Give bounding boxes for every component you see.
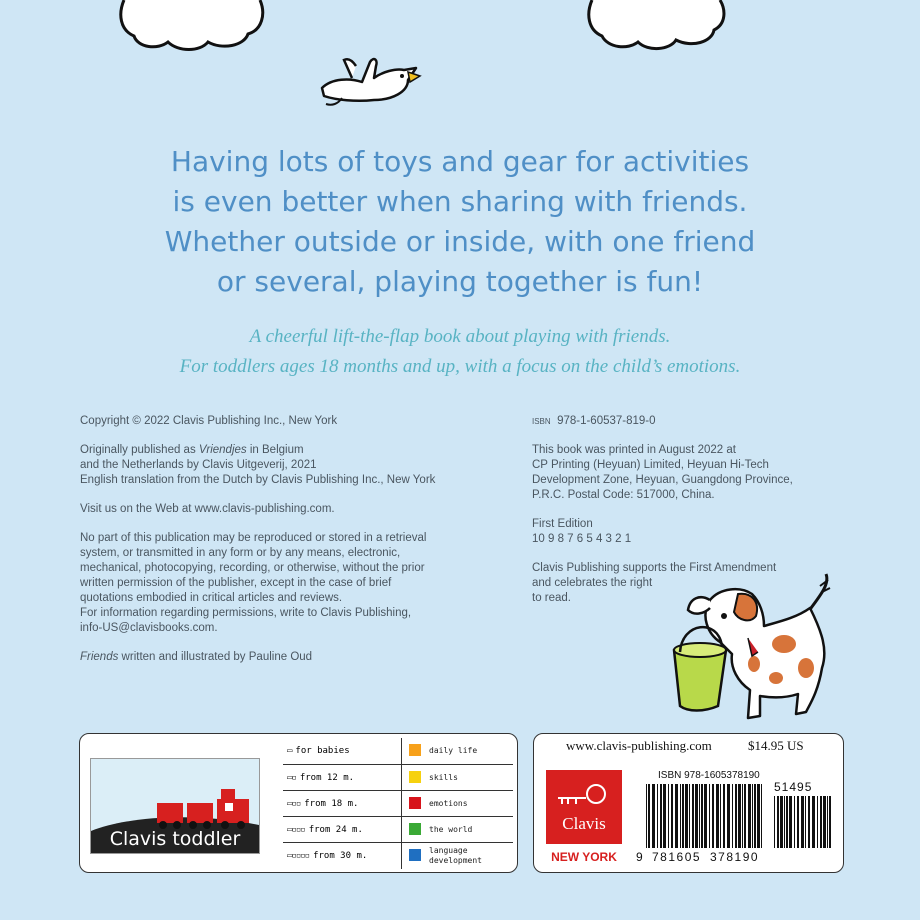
publisher-url: www.clavis-publishing.com	[566, 738, 712, 753]
barcode-bar	[660, 784, 662, 848]
age-row	[283, 816, 513, 843]
rights-line: mechanical, photocopying, recording, or otherwise, without the prior	[80, 562, 425, 574]
age-label: from 24 m.	[308, 825, 363, 835]
category-swatch	[409, 823, 421, 835]
original-publication	[80, 443, 510, 488]
tagline-line: A cheerful lift-the-flap book about playing with friends.	[249, 326, 671, 347]
barcode-bar	[701, 784, 703, 848]
back-cover-blurb	[0, 142, 920, 302]
clavis-toddler-logo	[90, 758, 260, 854]
printing-line: Development Zone, Heyuan, Guangdong Province,	[532, 474, 793, 486]
barcode-bar	[774, 796, 775, 848]
barcode-bar	[657, 784, 658, 848]
blurb-line: is even better when sharing with friends.	[172, 185, 748, 218]
isbn-line	[532, 414, 832, 429]
printing-line: CP Printing (Heyuan) Limited, Heyuan Hi-Tech	[532, 459, 769, 471]
barcode-bar	[727, 784, 730, 848]
barcode-addon-number: 51495	[774, 780, 813, 794]
category-label: daily life	[429, 746, 478, 755]
barcode-bar	[829, 796, 831, 848]
translation-line: English translation from the Dutch by Clavis Publishing Inc., New York	[80, 474, 436, 486]
train-icon: ▭	[287, 746, 292, 756]
barcode-bar	[801, 796, 804, 848]
bird-illustration	[312, 48, 424, 110]
edition-notice	[532, 517, 832, 547]
website-notice: Visit us on the Web at www.clavis-publishing.com.	[80, 503, 335, 515]
amendment-line: Clavis Publishing supports the First Amendment	[532, 562, 777, 574]
clavis-city: NEW YORK	[551, 850, 617, 864]
barcode-bar	[692, 784, 694, 848]
category-label: the world	[429, 825, 473, 834]
barcode-bar	[732, 784, 733, 848]
age-row	[283, 738, 513, 764]
train-icon: ▭▫	[287, 773, 296, 783]
original-publication-line: and the Netherlands by Clavis Uitgeverij, 2021	[80, 459, 317, 471]
barcode-bar	[752, 784, 753, 848]
age-label: for babies	[295, 746, 350, 756]
barcode-bar	[735, 784, 737, 848]
barcode-digit-lead: 9	[636, 850, 643, 864]
original-title: Vriendjes	[198, 444, 247, 456]
copyright-notice: Copyright © 2022 Clavis Publishing Inc., New York	[80, 415, 338, 427]
age-label: from 18 m.	[304, 799, 359, 809]
category-swatch	[409, 771, 421, 783]
barcode-bar	[827, 796, 828, 848]
train-icon: ▭▫▫▫▫	[287, 851, 310, 861]
barcode-bar	[716, 784, 719, 848]
barcode-bar	[812, 796, 815, 848]
barcode-bar	[704, 784, 707, 848]
author-credit-text: written and illustrated by Pauline Oud	[118, 651, 313, 663]
age-category-panel	[79, 733, 518, 873]
age-label: from 12 m.	[299, 773, 355, 783]
barcode-bar	[675, 784, 678, 848]
printing-numbers: 10 9 8 7 6 5 4 3 2 1	[532, 533, 632, 545]
isbn-number: 978-1-60537-819-0	[557, 415, 656, 427]
blurb-line: Having lots of toys and gear for activities	[170, 145, 750, 178]
barcode-bar	[808, 796, 810, 848]
printing-notice	[532, 443, 832, 503]
barcode-bar	[820, 796, 822, 848]
barcode-bar	[797, 796, 799, 848]
train-icon: ▭▫▫	[287, 799, 301, 809]
blurb-line: or several, playing together is fun!	[216, 265, 704, 298]
age-cell	[283, 817, 402, 843]
rights-line: For information regarding permissions, write to Clavis Publishing,	[80, 607, 412, 619]
barcode-bar	[748, 784, 751, 848]
rights-line: system, or transmitted in any form or by any means, electronic,	[80, 547, 401, 559]
barcode-bar	[689, 784, 690, 848]
barcode-bar	[754, 784, 756, 848]
barcode-bar	[671, 784, 673, 848]
category-swatch	[409, 744, 421, 756]
book-title: Friends	[80, 651, 119, 663]
rights-line: quotations embodied in critical articles and reviews.	[80, 592, 343, 604]
barcode-bar	[780, 796, 783, 848]
amendment-line: and celebrates the right	[532, 577, 653, 589]
barcode-bar	[777, 796, 779, 848]
barcode-bar	[682, 784, 684, 848]
barcode-bar	[685, 784, 688, 848]
age-cell	[283, 765, 402, 791]
category-label: skills	[429, 773, 458, 782]
barcode-bar	[695, 784, 698, 848]
barcode-bar	[663, 784, 666, 848]
dog-with-bucket-illustration	[660, 572, 840, 724]
edition-label: First Edition	[532, 518, 593, 530]
age-cell	[283, 843, 402, 869]
isbn-label: ISBN	[532, 417, 551, 426]
barcode-digits-left: 781605	[652, 850, 702, 864]
barcode-bar	[784, 796, 785, 848]
tagline-line: For toddlers ages 18 months and up, with a focus on the child’s emotions.	[179, 356, 741, 377]
printing-line: This book was printed in August 2022 at	[532, 444, 736, 456]
amendment-line: to read.	[532, 592, 571, 604]
barcode-addon	[774, 796, 830, 848]
rights-line: written permission of the publisher, except in the case of brief	[80, 577, 392, 589]
age-row	[283, 790, 513, 817]
barcode-bar	[648, 784, 650, 848]
barcode-bar	[744, 784, 746, 848]
barcode-panel	[533, 733, 844, 873]
barcode-bar	[712, 784, 714, 848]
barcode-bar	[761, 784, 762, 848]
age-label: from 30 m.	[313, 851, 368, 861]
age-cell	[283, 791, 402, 817]
tagline	[0, 322, 920, 382]
barcode-bar	[742, 784, 743, 848]
category-swatch	[409, 797, 421, 809]
price: $14.95 US	[748, 738, 804, 753]
original-publication-prefix: Originally published as	[80, 444, 199, 456]
train-icon: ▭▫▫▫	[287, 825, 305, 835]
rights-notice	[80, 531, 510, 636]
barcode-bar	[668, 784, 669, 848]
rights-line: info-US@clavisbooks.com.	[80, 622, 218, 634]
barcode-bar	[757, 784, 760, 848]
barcode-bar	[680, 784, 681, 848]
barcode-bar	[738, 784, 741, 848]
barcode-bar	[805, 796, 806, 848]
barcode-bar	[794, 796, 795, 848]
barcode-digits-right: 378190	[710, 850, 760, 864]
clavis-logo	[546, 770, 622, 844]
copyright-column	[80, 414, 510, 679]
key-icon	[552, 776, 616, 812]
rights-line: No part of this publication may be reproduced or stored in a retrieval	[80, 532, 427, 544]
age-row	[283, 764, 513, 791]
category-label: language development	[429, 846, 482, 865]
age-cell	[283, 738, 402, 764]
category-swatch	[409, 849, 421, 861]
barcode-bar	[786, 796, 788, 848]
clavis-toddler-logo-text: Clavis toddler	[109, 828, 241, 850]
barcode	[646, 784, 764, 848]
barcode-bar	[789, 796, 792, 848]
age-row	[283, 842, 513, 869]
cloud-left-illustration	[110, 0, 270, 52]
clavis-logo-text: Clavis	[562, 814, 606, 833]
barcode-bar	[817, 796, 818, 848]
barcode-isbn: ISBN 978-1605378190	[658, 770, 760, 781]
original-publication-suffix: in Belgium	[246, 444, 304, 456]
barcode-bar	[823, 796, 826, 848]
barcode-bar	[699, 784, 700, 848]
barcode-bar	[652, 784, 655, 848]
printing-line: P.R.C. Postal Code: 517000, China.	[532, 489, 715, 501]
age-category-table	[283, 738, 513, 868]
category-label: emotions	[429, 799, 468, 808]
blurb-line: Whether outside or inside, with one friend	[164, 225, 756, 258]
cloud-right-illustration	[580, 0, 730, 52]
barcode-bar	[709, 784, 710, 848]
author-credit	[80, 650, 510, 665]
barcode-bar	[720, 784, 721, 848]
barcode-bar	[723, 784, 725, 848]
barcode-bar	[646, 784, 647, 848]
